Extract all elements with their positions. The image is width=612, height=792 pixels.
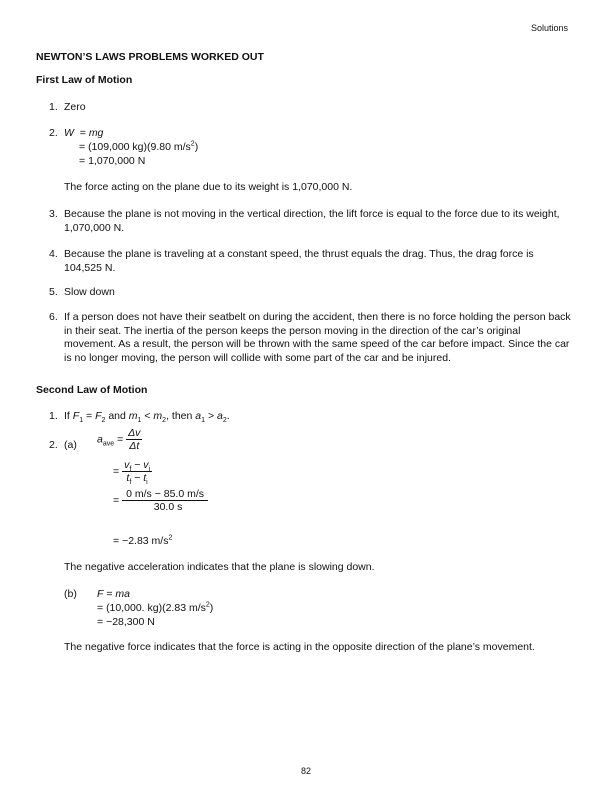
page-number: 82 — [300, 766, 311, 776]
equation-text: (109,000 kg)(9.80 m/s — [88, 141, 191, 153]
answer-note: The negative acceleration indicates that the plane is slowing down. — [64, 561, 375, 573]
equation-text: −28,300 N — [106, 616, 155, 628]
denominator: 30.0 s — [122, 500, 208, 513]
symbol: m — [153, 410, 163, 422]
subscript: 2 — [222, 417, 227, 425]
equation-line: F = ma — [97, 588, 130, 600]
symbol: W — [64, 127, 74, 139]
numerator: Δv — [128, 427, 141, 439]
subscript: i — [146, 479, 148, 487]
word: , then — [166, 410, 193, 422]
numerator: 0 m/s − 85.0 m/s — [126, 488, 205, 500]
inequality-statement — [64, 410, 230, 425]
word: . — [226, 410, 230, 422]
subscript: 1 — [79, 417, 84, 425]
part-label: (b) — [64, 588, 77, 600]
answer-text: Slow down — [64, 286, 115, 298]
symbol: F — [72, 410, 80, 422]
subscript: ave — [102, 440, 115, 448]
symbol: t — [143, 472, 147, 484]
symbol: v — [124, 459, 130, 471]
equation-fraction-line: = $\frac{0 m/s - 85.0 m/s}{30.0 s}$ — [113, 488, 208, 513]
answer-text: Because the plane is not moving in the vertical direction, the lift force is equal to the force due to its weight, 1,070,000 N. — [64, 208, 560, 234]
answer-text: Zero — [64, 101, 86, 113]
answer-note: The force acting on the plane due to its weight is 1,070,000 N. — [64, 181, 353, 193]
subscript: 1 — [137, 417, 142, 425]
subscript: f — [129, 479, 132, 487]
item-number: 6. — [49, 311, 58, 323]
symbol: mg — [88, 127, 104, 139]
exponent: 2 — [205, 601, 210, 609]
word: and — [108, 410, 126, 422]
answer-note: The negative force indicates that the force is acting in the opposite direction of the plane’s movement. — [64, 641, 535, 653]
part-label: (a) — [64, 439, 77, 451]
symbol: ma — [115, 588, 130, 600]
equation-line: W = mg — [64, 127, 104, 139]
equation-line: = (10,000. kg)(2.83 $m/s^2$) — [97, 601, 214, 614]
symbol: F — [97, 588, 104, 600]
page-title: NEWTON’S LAWS PROBLEMS WORKED OUT — [36, 51, 264, 63]
symbol: F — [95, 410, 102, 422]
word: If — [64, 410, 70, 422]
symbol: m — [128, 410, 138, 422]
equation-line: = (109,000 kg)(9.80 $m/s^2$) — [79, 140, 199, 153]
fraction — [122, 488, 208, 513]
item-number: 1. — [49, 410, 58, 422]
equation-line: = −28,300 N — [97, 616, 155, 628]
item-number: 5. — [49, 286, 58, 298]
equation-text: ) — [209, 602, 214, 614]
subscript: 2 — [162, 417, 167, 425]
answer-text: If a person does not have their seatbelt on during the accident, then there is no force holding the person back in their seat. The inertia of the person keeps the person moving in the direction of the car’s original movement. As a result, the person will be thrown with the same speed of the car before impact. Since the car is no longer moving, the person will collide with some part of the car and be injured. — [64, 311, 571, 364]
symbol: a — [195, 410, 202, 422]
equation-fraction-line: $a_{ave}$ = $\frac{\Delta v}{\Delta t}$ — [97, 427, 141, 452]
symbol: t — [126, 472, 130, 484]
answer-text: Because the plane is traveling at a constant speed, the thrust equals the drag. Thus, the drag force is 104,525 N. — [64, 248, 534, 274]
equation-line: = 1,070,000 N — [79, 155, 146, 167]
equation-text: (10,000. kg)(2.83 m/s — [106, 602, 206, 614]
symbol: v — [143, 459, 149, 471]
equation-text: 1,070,000 N — [88, 155, 146, 167]
equation-line: = −2.83 $m/s^2$ — [113, 534, 173, 547]
operator: < — [144, 410, 151, 422]
equation-fraction-line: = $\frac{v_f - v_i}{t_f - t_i}$ — [113, 459, 151, 487]
fraction — [122, 459, 152, 487]
result: −2.83 m/s — [122, 535, 169, 547]
subscript: f — [129, 466, 132, 474]
item-number: 4. — [49, 248, 58, 260]
subscript: 1 — [201, 417, 206, 425]
operator: = — [86, 410, 93, 422]
symbol: a — [97, 433, 103, 446]
item-number: 1. — [49, 101, 58, 113]
operator: − — [134, 472, 141, 484]
denominator: Δt — [129, 440, 140, 452]
running-header: Solutions — [530, 23, 568, 33]
section-heading-second-law: Second Law of Motion — [36, 384, 148, 396]
operator: > — [207, 410, 215, 422]
symbol: a — [217, 410, 223, 422]
exponent: 2 — [168, 534, 173, 542]
subscript: 2 — [101, 417, 106, 425]
operator: − — [134, 459, 141, 471]
subscript: i — [148, 466, 151, 474]
exponent: 2 — [190, 140, 195, 148]
item-number: 2. — [49, 439, 58, 451]
section-heading-first-law: First Law of Motion — [36, 74, 133, 86]
item-number: 2. — [49, 127, 58, 139]
item-number: 3. — [49, 208, 58, 220]
equation-text: ) — [194, 141, 199, 153]
fraction — [126, 427, 142, 452]
